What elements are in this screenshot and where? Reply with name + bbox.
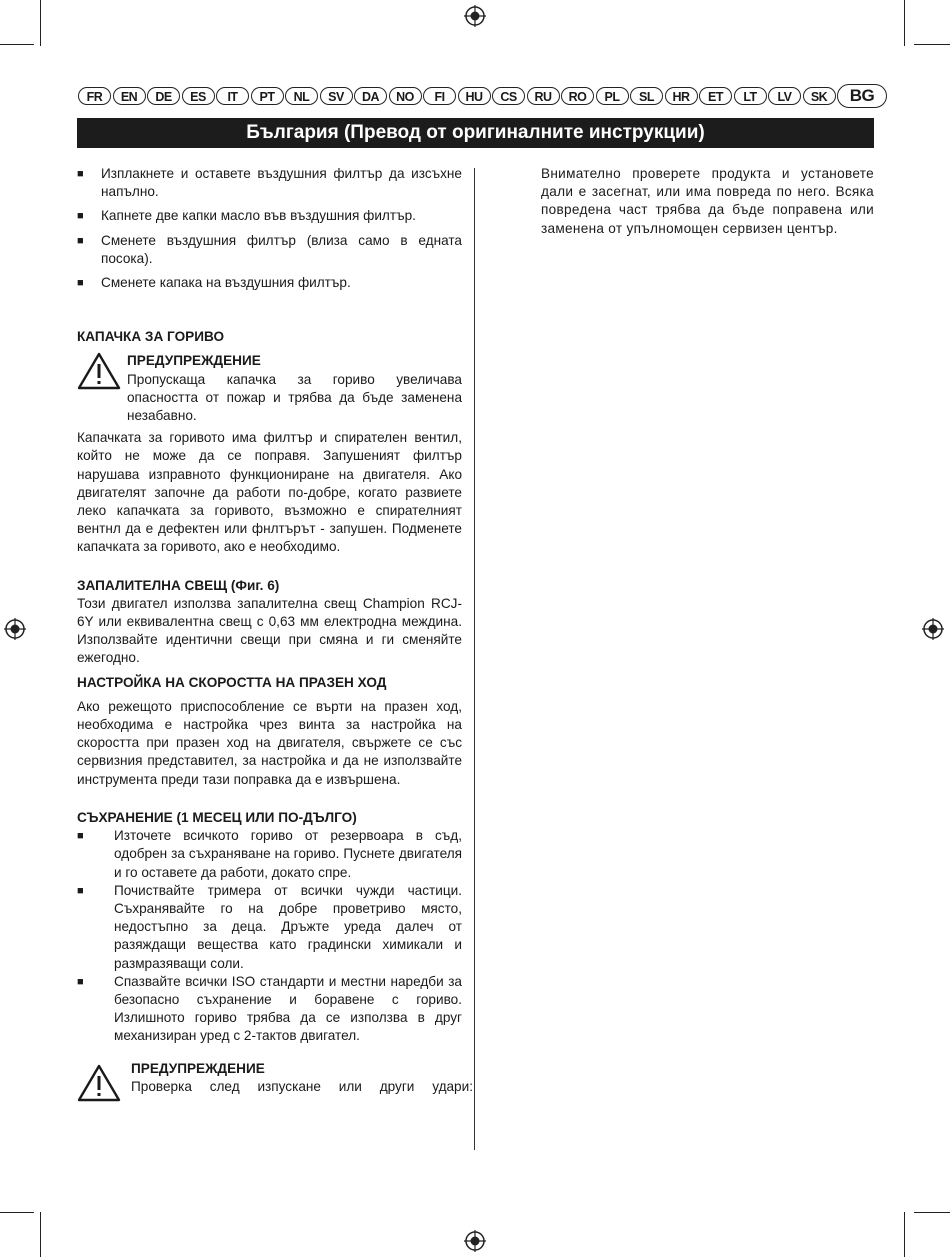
crop-mark xyxy=(904,0,905,46)
paragraph: Внимателно проверете продукта и установете дали е засегнат, или има повреда по него. Всяка повредена част трябва да бъде поправена или заменена от упълномощен сервизен център. xyxy=(541,166,874,236)
list-item: ■ Източете всичкото гориво от резервоара в съд, одобрен за съхраняване на гориво. Пуснете двигателя и го оставете да работи, докато спре. xyxy=(77,827,462,882)
registration-mark-icon xyxy=(922,618,944,640)
section-heading-spark-plug: ЗАПАЛИТЕЛНА СВЕЩ (Фиг. 6) xyxy=(77,577,280,593)
language-tab-fr[interactable]: FR xyxy=(78,87,111,105)
warning-text: Проверка след изпускане или други удари: xyxy=(131,1078,473,1094)
list-item: ■ Почиствайте тримера от всички чужди частици. Съхранявайте го на добре проветриво място, недостъпно за деца. Дръжте уреда далеч от разяждащи вещества като градински химикали и размразяващи соли. xyxy=(77,882,462,973)
warning-title: ПРЕДУПРЕЖДЕНИЕ xyxy=(131,1060,265,1076)
section-heading-storage: СЪХРАНЕНИЕ (1 МЕСЕЦ ИЛИ ПО-ДЪЛГО) xyxy=(77,809,357,825)
language-tab-cs[interactable]: CS xyxy=(492,87,525,105)
warning-triangle-icon xyxy=(77,1064,121,1102)
crop-mark xyxy=(40,1212,41,1257)
paragraph: Капачката за горивото има филтър и спирателен вентил, който не може да се поправя. Запушеният филтър нарушава изправното функциониране на двигателя. Ако двигателят започне да работи по-добре, когато развиете леко капачката за горивото, възможно е спирателният вентнл да е дефектен или фнлтърът - запушен. Подменете капачката за горивото, ако е необходимо. xyxy=(77,430,462,555)
paragraph: Ако режещото приспособление се върти на празен ход, необходима е настройка чрез винта за настройка на скоростта при празен ход на двигателя, свържете се със сервизния представител, за настройка и да не използвайте инструмента преди тази поправка да е извършена. xyxy=(77,698,462,787)
crop-mark xyxy=(0,1212,34,1213)
language-tab-nl[interactable]: NL xyxy=(285,87,318,105)
list-item: ■ Спазвайте всички ISO стандарти и местни наредби за безопасно съхранение и боравене с гориво. Излишното гориво трябва да се използва в друг механизиран уред с 2-тактов двигател. xyxy=(77,973,462,1046)
crop-mark xyxy=(0,44,34,45)
warning-triangle-icon xyxy=(77,352,121,390)
language-tab-hu[interactable]: HU xyxy=(458,87,491,105)
language-tab-da[interactable]: DA xyxy=(354,87,387,105)
left-column xyxy=(77,165,473,1096)
language-tab-bg[interactable]: BG xyxy=(837,84,887,108)
language-tab-pt[interactable]: PT xyxy=(251,87,284,105)
registration-mark-icon xyxy=(4,618,26,640)
crop-mark xyxy=(914,1212,950,1213)
language-tab-lt[interactable]: LT xyxy=(734,87,767,105)
language-tab-no[interactable]: NO xyxy=(389,87,422,105)
language-tab-sl[interactable]: SL xyxy=(630,87,663,105)
language-tab-it[interactable]: IT xyxy=(216,87,249,105)
registration-mark-icon xyxy=(464,1230,486,1252)
warning-text: Пропускаща капачка за гориво увеличава опасността от пожар и трябва да бъде заменена незабавно. xyxy=(127,371,462,424)
warning-block xyxy=(77,352,462,425)
language-tab-en[interactable]: EN xyxy=(113,87,146,105)
language-tab-sv[interactable]: SV xyxy=(320,87,353,105)
language-tab-hr[interactable]: HR xyxy=(665,87,698,105)
page-title: България (Превод от оригиналните инструкции) xyxy=(77,118,874,148)
language-tab-lv[interactable]: LV xyxy=(768,87,801,105)
warning-title: ПРЕДУПРЕЖДЕНИЕ xyxy=(127,353,261,369)
language-tab-sk[interactable]: SK xyxy=(803,87,836,105)
warning-block xyxy=(77,1060,473,1096)
paragraph: Този двигател използва запалителна свещ Champion RCJ-6Y или еквивалентна свещ с 0,63 мм електродна междина. Използвайте идентични свещи при смяна и ги сменяйте ежегодно. xyxy=(77,595,462,666)
language-tab-fi[interactable]: FI xyxy=(423,87,456,105)
list-item: ■ Капнете две капки масло във въздушния филтър. xyxy=(77,207,462,225)
language-tab-ro[interactable]: RO xyxy=(561,87,594,105)
section-heading-fuel-cap: КАПАЧКА ЗА ГОРИВО xyxy=(77,329,225,345)
language-tab-ru[interactable]: RU xyxy=(527,87,560,105)
list-item: ■ Изплакнете и оставете въздушния филтър да изсъхне напълно. xyxy=(77,165,462,201)
language-tab-de[interactable]: DE xyxy=(147,87,180,105)
column-divider xyxy=(474,168,475,1150)
crop-mark xyxy=(904,1212,905,1257)
registration-mark-icon xyxy=(464,5,486,27)
language-tabs xyxy=(78,84,874,108)
right-column xyxy=(541,165,874,238)
crop-mark xyxy=(40,0,41,46)
language-tab-es[interactable]: ES xyxy=(182,87,215,105)
language-tab-pl[interactable]: PL xyxy=(596,87,629,105)
list-item: ■ Сменете въздушния филтър (влиза само в едната посока). xyxy=(77,232,462,268)
language-tab-et[interactable]: ET xyxy=(699,87,732,105)
section-heading-idle: НАСТРОЙКА НА СКОРОСТТА НА ПРАЗЕН ХОД xyxy=(77,674,387,690)
list-item: ■ Сменете капака на въздушния филтър. xyxy=(77,274,462,292)
crop-mark xyxy=(914,44,950,45)
